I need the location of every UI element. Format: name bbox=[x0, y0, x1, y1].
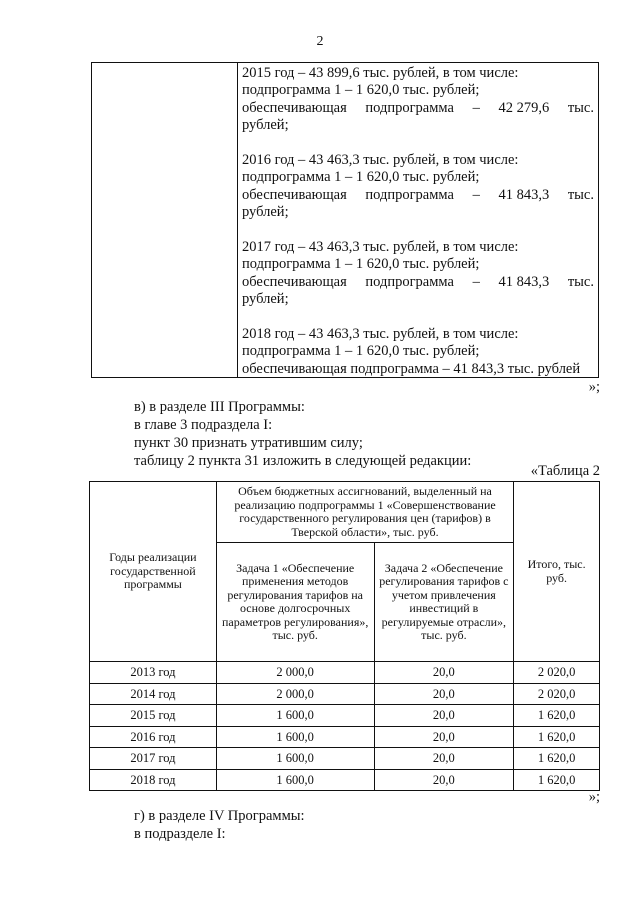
table-row bbox=[90, 769, 600, 791]
cell-year: 2016 год bbox=[90, 726, 217, 748]
header-total: Итого, тыс. руб. bbox=[514, 482, 600, 662]
header-budget-group: Объем бюджетных ассигнований, выделенный на реализацию подпрограммы 1 «Совершенствование государственного регулирования цен (тарифов) в Тверской области», тыс. руб. bbox=[216, 482, 513, 543]
header-task-2: Задача 2 «Обеспечение регулирования тарифов с учетом привлечения инвестиций в регулируемые отрасли», тыс. руб. bbox=[374, 543, 514, 662]
cell-task2: 20,0 bbox=[374, 683, 514, 705]
year-total: 2015 год – 43 899,6 тыс. рублей, в том числе: bbox=[242, 65, 519, 81]
word: – bbox=[472, 99, 480, 116]
word: тыс. bbox=[567, 186, 594, 203]
header-task-1: Задача 1 «Обеспечение применения методов регулирования тарифов на основе долгосрочных параметров регулирования», тыс. руб. bbox=[216, 543, 374, 662]
unit-line: рублей; bbox=[242, 291, 289, 308]
word: 42 279,6 bbox=[498, 99, 550, 116]
unit-line: рублей; bbox=[242, 117, 289, 134]
cell-task2: 20,0 bbox=[374, 748, 514, 770]
cell-task1: 1 600,0 bbox=[216, 705, 374, 727]
instruction-line: в) в разделе III Программы: bbox=[134, 399, 305, 415]
year-block-2016 bbox=[242, 152, 594, 222]
column-divider bbox=[237, 63, 238, 377]
cell-year: 2017 год bbox=[90, 748, 217, 770]
cell-task1: 2 000,0 bbox=[216, 662, 374, 684]
closing-quote: »; bbox=[588, 789, 600, 805]
word: тыс. bbox=[567, 273, 594, 290]
year-total: 2017 год – 43 463,3 тыс. рублей, в том числе: bbox=[242, 239, 519, 256]
subprogram-1-line: подпрограмма 1 – 1 620,0 тыс. рублей; bbox=[242, 169, 480, 186]
cell-task2: 20,0 bbox=[374, 705, 514, 727]
header-years: Годы реализации государственной программы bbox=[90, 482, 217, 662]
funding-text bbox=[242, 65, 594, 378]
word: тыс. bbox=[567, 99, 594, 116]
cell-task2: 20,0 bbox=[374, 769, 514, 791]
instruction-line: в главе 3 подраздела I: bbox=[134, 417, 273, 433]
table-row bbox=[90, 748, 600, 770]
cell-year: 2014 год bbox=[90, 683, 217, 705]
cell-task1: 1 600,0 bbox=[216, 748, 374, 770]
year-total: 2018 год – 43 463,3 тыс. рублей, в том числе: bbox=[242, 326, 519, 343]
word: обеспечивающая bbox=[242, 99, 347, 116]
word: подпрограмма bbox=[365, 99, 454, 116]
support-subprogram-line bbox=[242, 187, 594, 204]
year-total: 2016 год – 43 463,3 тыс. рублей, в том числе: bbox=[242, 152, 519, 169]
cell-total: 1 620,0 bbox=[514, 769, 600, 791]
year-block-2015 bbox=[242, 65, 594, 135]
cell-task1: 1 600,0 bbox=[216, 726, 374, 748]
support-subprogram-line: обеспечивающая подпрограмма – 41 843,3 тыс. рублей bbox=[242, 360, 581, 377]
subprogram-1-line: подпрограмма 1 – 1 620,0 тыс. рублей; bbox=[242, 82, 480, 99]
cell-total: 1 620,0 bbox=[514, 726, 600, 748]
word: обеспечивающая bbox=[242, 273, 347, 290]
word: 41 843,3 bbox=[498, 273, 550, 290]
cell-task2: 20,0 bbox=[374, 662, 514, 684]
cell-total: 1 620,0 bbox=[514, 748, 600, 770]
cell-task2: 20,0 bbox=[374, 726, 514, 748]
table-caption: «Таблица 2 bbox=[530, 463, 600, 479]
cell-task1: 2 000,0 bbox=[216, 683, 374, 705]
support-subprogram-line bbox=[242, 100, 594, 117]
page-number: 2 bbox=[316, 34, 324, 49]
subprogram-1-line: подпрограмма 1 – 1 620,0 тыс. рублей; bbox=[242, 343, 480, 360]
cell-total: 2 020,0 bbox=[514, 683, 600, 705]
support-subprogram-line bbox=[242, 274, 594, 291]
cell-total: 1 620,0 bbox=[514, 705, 600, 727]
cell-year: 2013 год bbox=[90, 662, 217, 684]
budget-table bbox=[89, 481, 600, 791]
instruction-line: г) в разделе IV Программы: bbox=[134, 808, 305, 824]
year-block-2017 bbox=[242, 239, 594, 309]
table-row bbox=[90, 726, 600, 748]
table-row bbox=[90, 662, 600, 684]
instruction-line: таблицу 2 пункта 31 изложить в следующей редакции: bbox=[134, 453, 472, 469]
subprogram-1-line: подпрограмма 1 – 1 620,0 тыс. рублей; bbox=[242, 256, 480, 273]
word: подпрограмма bbox=[365, 273, 454, 290]
closing-quote: »; bbox=[588, 379, 600, 395]
cell-year: 2018 год bbox=[90, 769, 217, 791]
year-block-2018 bbox=[242, 326, 594, 378]
table-row bbox=[90, 683, 600, 705]
word: обеспечивающая bbox=[242, 186, 347, 203]
funding-box bbox=[91, 62, 599, 378]
table-row bbox=[90, 705, 600, 727]
cell-total: 2 020,0 bbox=[514, 662, 600, 684]
instruction-line: в подразделе I: bbox=[134, 826, 226, 842]
cell-year: 2015 год bbox=[90, 705, 217, 727]
cell-task1: 1 600,0 bbox=[216, 769, 374, 791]
word: – bbox=[472, 186, 480, 203]
word: 41 843,3 bbox=[498, 186, 550, 203]
word: – bbox=[472, 273, 480, 290]
unit-line: рублей; bbox=[242, 204, 289, 221]
instruction-line: пункт 30 признать утратившим силу; bbox=[134, 435, 363, 451]
word: подпрограмма bbox=[365, 186, 454, 203]
